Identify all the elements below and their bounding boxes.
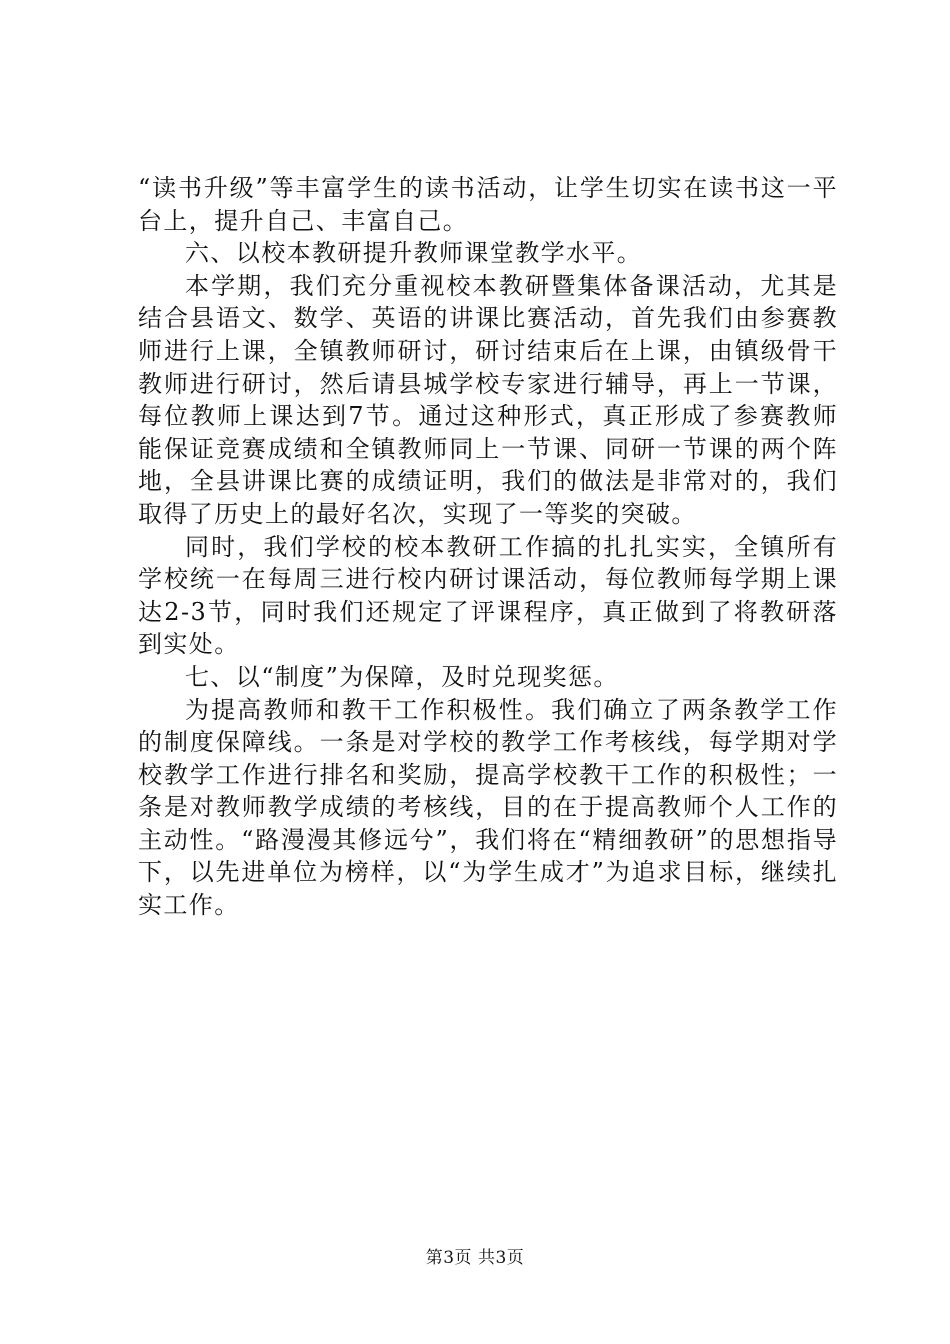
paragraph-school-research: 同时，我们学校的校本教研工作搞的扎扎实实，全镇所有学校统一在每周三进行校内研讨课活动，每位教师每学期上课达2-3节，同时我们还规定了评课程序，真正做到了将教研落到实处。 xyxy=(138,532,838,659)
section-heading-six: 六、以校本教研提升教师课堂教学水平。 xyxy=(185,239,643,268)
paragraph-reading-activities: “读书升级”等丰富学生的读书活动，让学生切实在读书这一平台上，提升自己、丰富自己。 xyxy=(138,174,838,235)
document-body xyxy=(138,172,838,922)
section-heading-seven: 七、以“制度”为保障，及时兑现奖惩。 xyxy=(185,662,619,691)
paragraph-lesson-competition: 本学期，我们充分重视校本教研暨集体备课活动，尤其是结合县语文、数学、英语的讲课比赛活动，首先我们由参赛教师进行上课，全镇教师研讨，研讨结束后在上课，由镇级骨干教师进行研讨，然后请县城学校专家进行辅导，再上一节课，每位教师上课达到7节。通过这种形式，真正形成了参赛教师能保证竞赛成绩和全镇教师同上一节课、同研一节课的两个阵地，全县讲课比赛的成绩证明，我们的做法是非常对的，我们取得了历史上的最好名次，实现了一等奖的突破。 xyxy=(138,271,838,528)
paragraph-system-guarantee: 为提高教师和教干工作积极性。我们确立了两条教学工作的制度保障线。一条是对学校的教学工作考核线，每学期对学校教学工作进行排名和奖励，提高学校教干工作的积极性；一条是对教师教学成绩的考核线，目的在于提高教师个人工作的主动性。“路漫漫其修远兮”，我们将在“精细教研”的思想指导下，以先进单位为榜样，以“为学生成才”为追求目标，继续扎实工作。 xyxy=(138,695,838,920)
page-number-footer: 第3页 共3页 xyxy=(425,1248,525,1268)
